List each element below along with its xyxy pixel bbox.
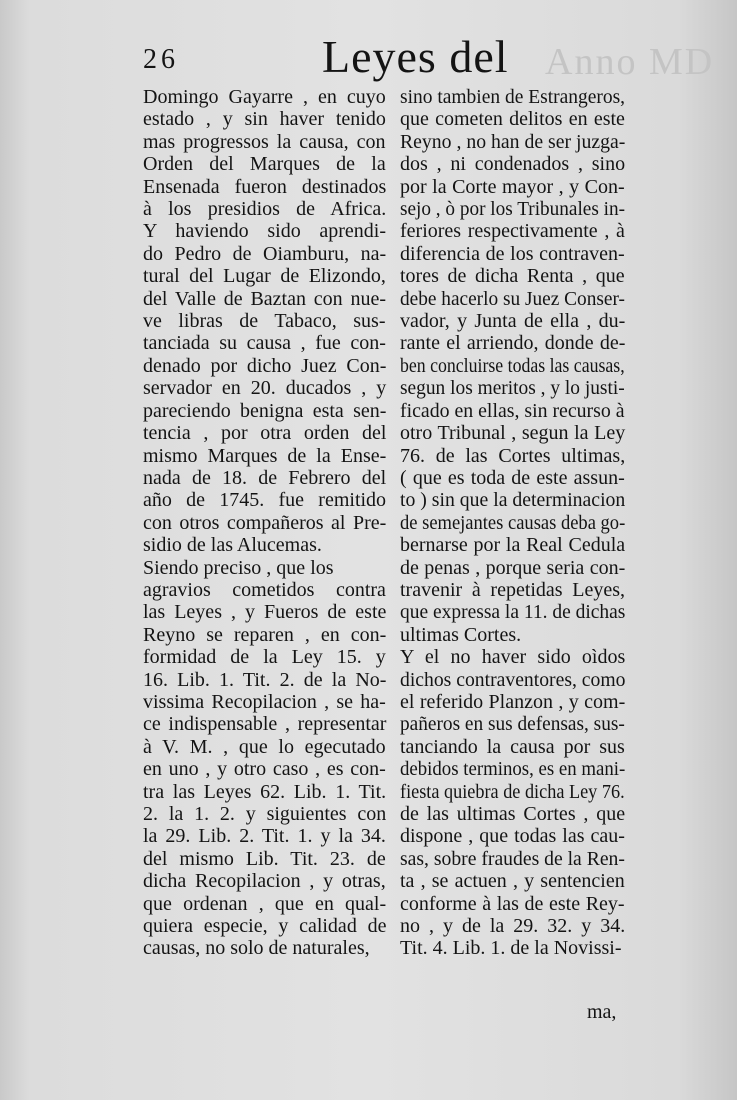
- text-line: debe hacerlo su Juez Conser-: [400, 287, 625, 310]
- text-line: formidad de la Ley 15. y: [143, 646, 386, 669]
- text-line: de semejantes causas deba go-: [400, 511, 626, 534]
- text-line: sejo , ò por los Tribunales in-: [400, 198, 626, 221]
- text-line: à los presidios de Africa.: [143, 198, 387, 221]
- text-line: Siendo preciso , que los: [143, 556, 334, 579]
- text-line: ben concluirse todas las causas,: [400, 354, 625, 377]
- text-line: feriores respectivamente , à: [400, 220, 625, 243]
- text-line: que expressa la 11. de dichas: [400, 601, 626, 624]
- text-line: bernarse por la Real Cedula: [400, 534, 626, 557]
- text-line: Tit. 4. Lib. 1. de la Novissi-: [400, 937, 622, 960]
- text-line: dicha Recopilacion , y otras,: [143, 870, 386, 893]
- text-line: estado , y sin haver tenido: [143, 108, 386, 131]
- text-line: diferencia de los contraven-: [400, 242, 625, 265]
- text-line: en uno , y otro caso , es con-: [143, 758, 386, 781]
- text-line: sino tambien de Estrangeros,: [400, 86, 626, 108]
- page-number: 26: [143, 44, 179, 75]
- text-line: Domingo Gayarre , en cuyo: [143, 86, 386, 108]
- text-line: vissima Recopilacion , se ha-: [143, 690, 386, 713]
- text-line: Reyno , no han de ser juzga-: [400, 130, 626, 153]
- catchword: ma,: [587, 1001, 617, 1023]
- text-line: servador en 20. ducados , y: [143, 377, 387, 400]
- text-line: no , y de la 29. 32. y 34.: [400, 915, 626, 938]
- text-line: tra las Leyes 62. Lib. 1. Tit.: [143, 780, 387, 803]
- text-line: rante el arriendo, donde de-: [400, 332, 626, 355]
- text-line: ultimas Cortes.: [400, 623, 522, 646]
- text-line: 76. de las Cortes ultimas,: [400, 444, 626, 467]
- text-line: ( que es toda de este assun-: [400, 466, 625, 489]
- text-line: pañeros en sus defensas, sus-: [400, 713, 625, 736]
- text-line: tencia , por otra orden del: [143, 422, 387, 445]
- text-line: que ordenan , que en qual-: [143, 892, 387, 915]
- text-line: ta , se actuen , y sentencien: [400, 870, 625, 893]
- text-line: de las ultimas Cortes , que: [400, 803, 626, 825]
- text-line: vador, y Junta de ella , du-: [400, 310, 626, 333]
- text-line: Reyno se reparen , en con-: [143, 623, 387, 646]
- text-line: to ) sin que la determinacion: [400, 489, 626, 512]
- text-line: las Leyes , y Fueros de este: [143, 601, 387, 624]
- text-line: ve libras de Tabaco, sus-: [143, 310, 386, 333]
- text-line: pareciendo benigna esta sen-: [143, 399, 387, 422]
- text-line: mismo Marques de la Ense-: [143, 444, 387, 467]
- text-line: Y el no haver sido oìdos: [400, 646, 626, 669]
- text-line: nada de 18. de Febrero del: [143, 466, 387, 489]
- text-line: ce indispensable , representar: [143, 713, 387, 736]
- text-line: del Valle de Baztan con nue-: [143, 287, 386, 310]
- text-line: denado por dicho Juez Con-: [143, 354, 387, 377]
- text-line: Ensenada fueron destinados: [143, 175, 387, 198]
- text-line: tanciada su causa , fue con-: [143, 332, 386, 355]
- text-line: tores de dicha Renta , que: [400, 265, 625, 288]
- text-line: ficado en ellas, sin recurso à: [400, 399, 625, 422]
- text-line: do Pedro de Oiamburu, na-: [143, 242, 387, 265]
- text-line: año de 1745. fue remitido: [143, 489, 387, 512]
- right-text-column: [400, 86, 625, 960]
- text-line: Orden del Marques de la: [143, 153, 386, 176]
- text-line: Y haviendo sido aprendi-: [143, 220, 386, 243]
- text-line: otro Tribunal , segun la Ley: [400, 422, 626, 445]
- text-line: fiesta quiebra de dicha Ley 76.: [400, 780, 625, 803]
- text-line: tanciando la causa por sus: [400, 735, 625, 758]
- text-line: causas, no solo de naturales,: [143, 937, 370, 960]
- left-text-column: [143, 86, 386, 960]
- text-line: 2. la 1. 2. y siguientes con: [143, 803, 387, 825]
- text-line: travenir à repetidas Leyes,: [400, 578, 626, 601]
- text-line: del mismo Lib. Tit. 23. de: [143, 847, 386, 870]
- text-line: agravios cometidos contra: [143, 578, 386, 601]
- text-line: por la Corte mayor , y Con-: [400, 175, 625, 198]
- text-line: debidos terminos, es en mani-: [400, 758, 626, 781]
- text-line: sidio de las Alucemas.: [143, 534, 322, 557]
- text-line: 16. Lib. 1. Tit. 2. de la No-: [143, 668, 387, 691]
- text-line: à V. M. , que lo egecutado: [143, 735, 386, 758]
- text-line: dichos contraventores, como: [400, 668, 626, 691]
- text-line: segun los meritos , y lo justi-: [400, 377, 625, 400]
- text-line: dispone , que todas las cau-: [400, 825, 625, 848]
- text-line: conforme à las de este Rey-: [400, 892, 625, 915]
- page-title: Leyes del: [322, 31, 509, 82]
- text-line: de penas , porque seria con-: [400, 556, 626, 579]
- text-line: con otros compañeros al Pre-: [143, 511, 387, 534]
- text-line: la 29. Lib. 2. Tit. 1. y la 34.: [143, 825, 386, 848]
- text-line: que cometen delitos en este: [400, 108, 625, 131]
- bleed-through-text: Anno MD: [545, 41, 715, 83]
- text-line: mas progressos la causa, con: [143, 130, 386, 153]
- text-line: quiera especie, y calidad de: [143, 915, 387, 938]
- text-line: dos , ni condenados , sino: [400, 153, 626, 176]
- text-line: sas, sobre fraudes de la Ren-: [400, 847, 625, 870]
- text-line: tural del Lugar de Elizondo,: [143, 265, 386, 288]
- text-line: el referido Planzon , y com-: [400, 690, 626, 713]
